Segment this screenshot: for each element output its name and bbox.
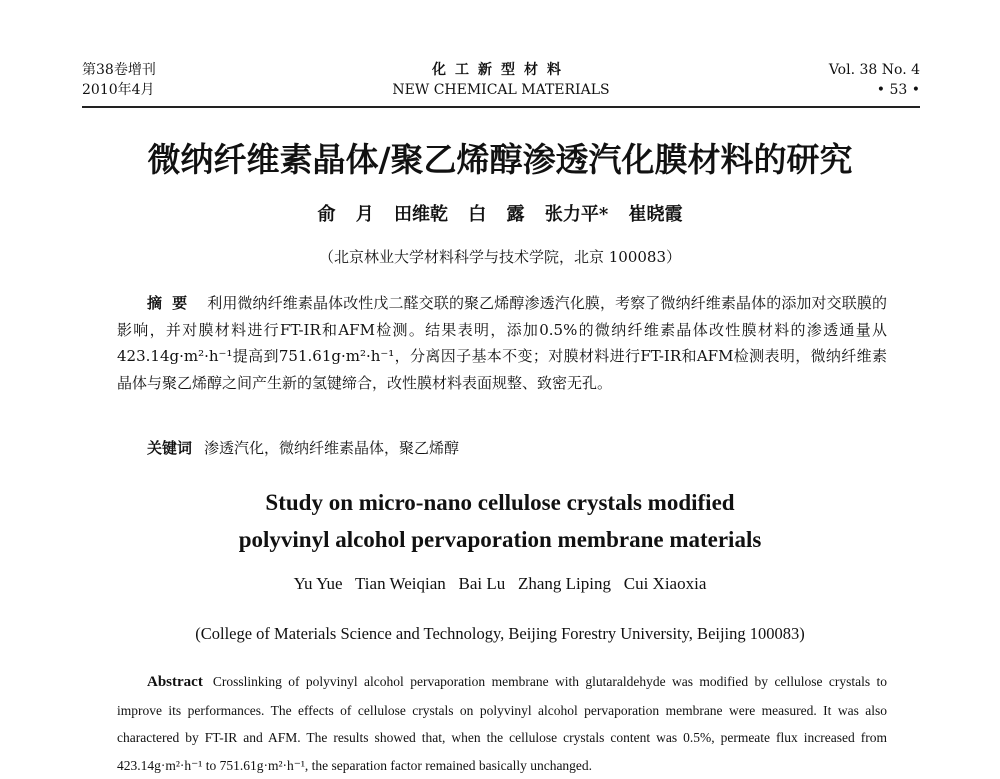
abstract-en-label: Abstract: [147, 674, 203, 690]
affiliation-cn: （北京林业大学材料科学与技术学院，北京 100083）: [318, 248, 682, 266]
abstract-cn: [117, 290, 887, 396]
abstract-cn-label: 摘要: [147, 294, 198, 312]
page-number: • 53 •: [876, 82, 920, 98]
header-vol-no: Vol. 38 No. 4: [828, 62, 920, 78]
keywords-cn: [147, 437, 459, 458]
authors-en: Yu Yue Tian Weiqian Bai Lu Zhang Liping Cui Xiaoxia: [293, 574, 707, 593]
keywords-cn-label: 关键词: [147, 439, 193, 457]
header-issue-info: [829, 60, 920, 100]
abstract-en: [117, 668, 887, 779]
header-rule: [82, 106, 920, 108]
running-header: [82, 60, 920, 104]
authors-cn: 俞 月 田维乾 白 露 张力平* 崔晓霞: [317, 204, 683, 225]
journal-name: [82, 60, 920, 100]
journal-name-en: NEW CHEMICAL MATERIALS: [392, 82, 610, 98]
paper-title-en: [0, 484, 1000, 558]
paper-title-cn: 微纳纤维素晶体/聚乙烯醇渗透汽化膜材料的研究: [147, 140, 853, 179]
abstract-en-text: Crosslinking of polyvinyl alcohol pervaporation membrane with glutaraldehyde was modified by cellulose crystals to improve its performances. The effects of cellulose crystals on polyvinyl alcohol pervaporation membrane were measured. It was also charactered by FT-IR and AFM. The results showed that, when the cellulose crystals content was 0.5%, permeate flux increased from 423.14g·m²·h⁻¹ to 751.61g·m²·h⁻¹, the separation factor remained basically unchanged.: [117, 674, 887, 773]
header-date: 2010年4月: [82, 82, 155, 98]
title-en-line1: Study on micro-nano cellulose crystals modified: [265, 490, 735, 515]
title-en-line2: polyvinyl alcohol pervaporation membrane materials: [238, 527, 762, 552]
keywords-cn-text: 渗透汽化，微纳纤维素晶体，聚乙烯醇: [204, 439, 460, 457]
header-volume: 第38卷增刊: [82, 62, 156, 78]
journal-name-cn: 化工新型材料: [432, 62, 570, 78]
abstract-cn-text: 利用微纳纤维素晶体改性戊二醛交联的聚乙烯醇渗透汽化膜，考察了微纳纤维素晶体的添加对交联膜的影响，并对膜材料进行FT-IR和AFM检测。结果表明，添加0.5%的微纳纤维素晶体改性膜材料的渗透通量从423.14g·m²·h⁻¹提高到751.61g·m²·h⁻¹，分离因子基本不变；对膜材料进行FT-IR和AFM检测表明，微纳纤维素晶体与聚乙烯醇之间产生新的氢键缔合，改性膜材料表面规整、致密无孔。: [117, 294, 887, 392]
affiliation-en: (College of Materials Science and Technology, Beijing Forestry University, Beijing 100083): [195, 624, 805, 643]
